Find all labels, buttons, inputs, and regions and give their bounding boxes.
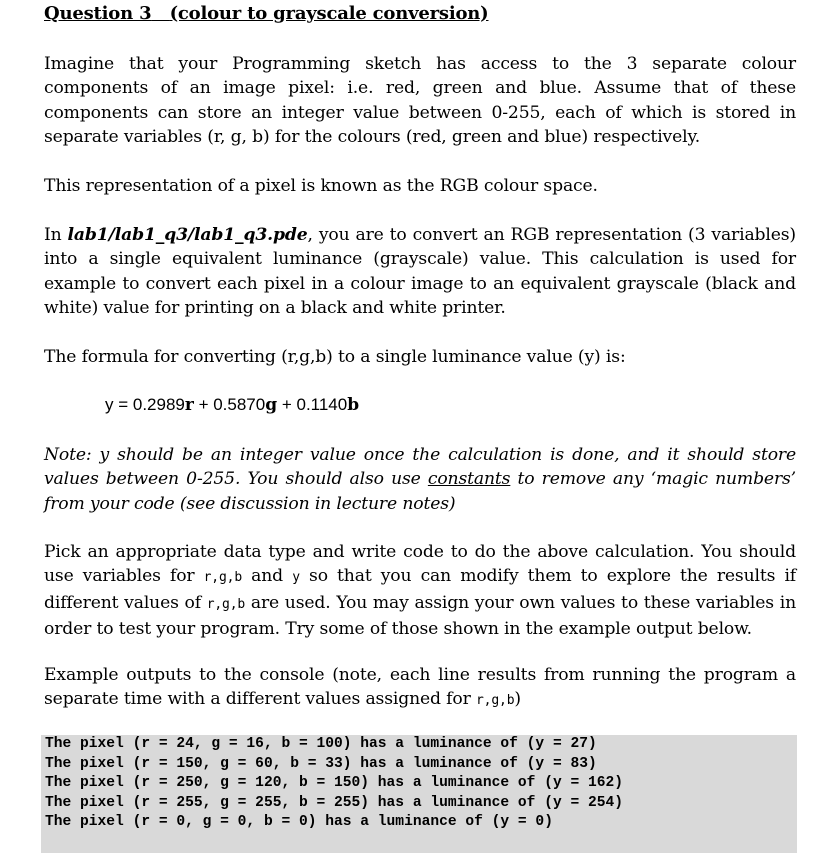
task-paragraph <box>44 223 796 321</box>
formula-mid2: + 0.1140 <box>277 395 348 414</box>
example-a: Example outputs to the console (note, each line results from running the program a separate time with a different values assigned for <box>44 665 796 710</box>
constants-link[interactable]: constants <box>427 469 511 490</box>
formula-mid1: + 0.5870 <box>193 395 266 414</box>
console-line: The pixel (r = 255, g = 255, b = 255) has a luminance of (y = 254) <box>45 794 624 811</box>
console-line: The pixel (r = 150, g = 60, b = 33) has a luminance of (y = 83) <box>45 755 597 772</box>
code-rgb-3: r,g,b <box>475 693 515 709</box>
question-number: Question 3 <box>44 3 152 24</box>
instr-d: are used. You may assign your own values to these variables in order to test your program. Try some of those shown in the example output below. <box>44 592 796 640</box>
code-y: y <box>292 570 300 586</box>
note-after: to remove any ‘magic numbers’ from your code (see discussion in lecture notes) <box>44 469 796 514</box>
instr-c: so that you can modify them to explore the results if different values of <box>44 566 797 613</box>
formula <box>105 395 359 415</box>
instr-a: Pick an appropriate data type and write code to do the above calculation. You should use variables for <box>44 542 796 587</box>
file-path: lab1/lab1_q3/lab1_q3.pde <box>67 225 308 245</box>
formula-b: b <box>347 395 360 415</box>
example-b: ) <box>514 689 521 710</box>
console-line: The pixel (r = 0, g = 0, b = 0) has a luminance of (y = 0) <box>45 814 553 830</box>
task-prefix: In <box>44 225 68 245</box>
formula-intro: The formula for converting (r,g,b) to a single luminance value (y) is: <box>44 347 626 367</box>
formula-g: g <box>265 395 278 415</box>
console-line: The pixel (r = 24, g = 16, b = 100) has a luminance of (y = 27) <box>45 736 597 752</box>
code-rgb-1: r,g,b <box>203 570 242 586</box>
instr-b: and <box>242 566 293 587</box>
rgb-paragraph: This representation of a pixel is known as the RGB colour space. <box>44 176 598 196</box>
question-heading <box>44 3 488 24</box>
formula-lhs: y = 0.2989 <box>105 395 185 414</box>
console-line: The pixel (r = 250, g = 120, b = 150) has a luminance of (y = 162) <box>45 775 624 791</box>
example-paragraph <box>44 663 796 714</box>
intro-paragraph: Imagine that your Programming sketch has access to the 3 separate colour components of an image pixel: i.e. red, green and blue. Assume that of these components can store an integer value between 0-255, each of which is stored in separate variables (r, g, b) for the colours (red, green and blue) respectively. <box>44 54 796 148</box>
note-before: Note: y should be an integer value once the calculation is done, and it should store values between 0-255. You should also use <box>44 445 796 490</box>
formula-r: r <box>184 395 194 415</box>
task-suffix: , you are to convert an RGB representation (3 variables) into a single equivalent luminance (grayscale) value. This calculation is used for example to convert each pixel in a colour image to an equivalent grayscale (black and white) value for printing on a black and white printer. <box>44 225 796 319</box>
code-rgb-2: r,g,b <box>206 596 246 612</box>
console-output <box>41 735 797 853</box>
note-paragraph <box>44 443 796 516</box>
question-subtitle: (colour to grayscale conversion) <box>169 3 489 24</box>
instructions-paragraph <box>44 540 796 642</box>
